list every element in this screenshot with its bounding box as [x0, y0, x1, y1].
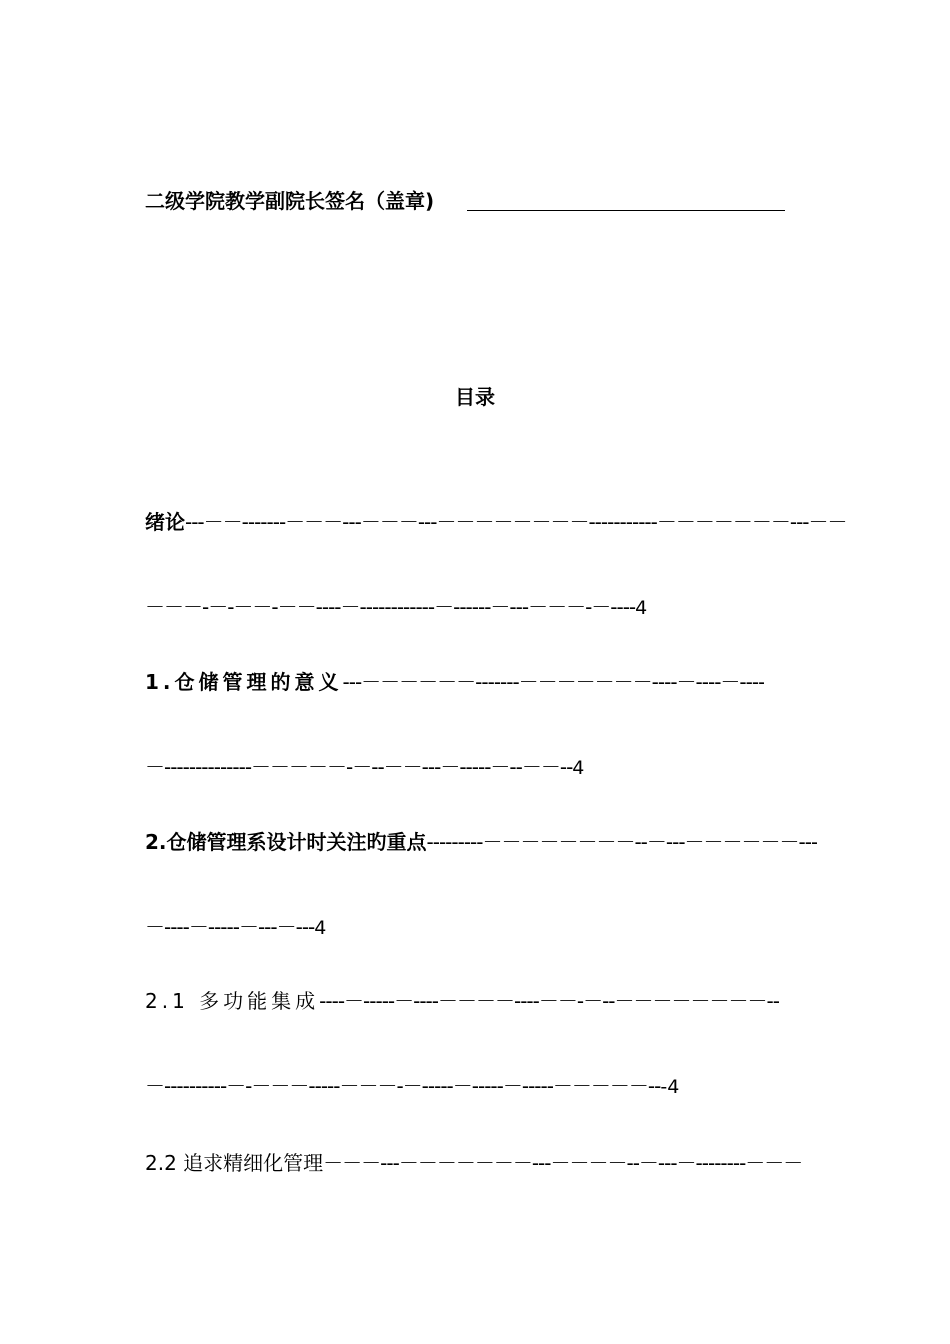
toc-entry-line[interactable]	[145, 986, 779, 1016]
signature-underline	[467, 210, 785, 211]
toc-leader: －--------------－－－－－-－--－－---－-----－--－－--	[145, 755, 573, 779]
toc-title: 目录	[455, 385, 495, 409]
toc-entry-line[interactable]	[145, 507, 847, 537]
toc-entry-text: 2.2 追求精细化管理	[145, 1151, 324, 1175]
toc-leader: ---------－－－－－－－－--－---－－－－－－---	[426, 830, 818, 854]
toc-leader: ---－－-------－－－---－－－---－－－－－－－－-----------－－－－－－－---－－	[185, 510, 847, 534]
toc-entry-continuation[interactable]	[145, 592, 647, 622]
toc-page-number: 4	[635, 597, 648, 619]
toc-entry-continuation[interactable]	[145, 752, 584, 782]
toc-entry-line[interactable]	[145, 827, 817, 857]
toc-leader: －----－-----－---－---	[145, 915, 315, 939]
toc-entry-line[interactable]	[145, 667, 764, 697]
toc-entry-continuation[interactable]	[145, 912, 326, 942]
toc-entry-continuation[interactable]	[145, 1071, 679, 1101]
toc-leader: －----------－-－－－-----－－－-－-----－-----－-----－－－－－--	[145, 1074, 661, 1098]
toc-entry-text: 2.1 多功能集成	[145, 989, 320, 1013]
toc-entry-text: 绪论	[145, 510, 185, 534]
toc-page-number: -4	[660, 1076, 680, 1098]
toc-entry-text: 1.仓储管理的意义	[145, 670, 343, 694]
toc-page-number: 4	[572, 757, 585, 779]
toc-leader: －－－---－－－－－－－---－－－－--－---－--------－－－	[323, 1151, 803, 1175]
toc-entry-line[interactable]	[145, 1148, 802, 1178]
toc-page-number: 4	[314, 917, 327, 939]
signature-row	[145, 186, 785, 216]
toc-leader: －－－-－-－－-－－----－------------－------－---－－－-－----	[145, 595, 636, 619]
toc-leader: ----－-----－----－－－－----－－-－--－－－－－－－－--	[319, 989, 779, 1013]
signature-label: 二级学院教学副院长签名（盖章)	[145, 189, 435, 213]
toc-leader: ---－－－－－－-------－－－－－－－----－----－----	[342, 670, 765, 694]
toc-entry-text: 2.仓储管理系设计时关注旳重点	[145, 830, 427, 854]
